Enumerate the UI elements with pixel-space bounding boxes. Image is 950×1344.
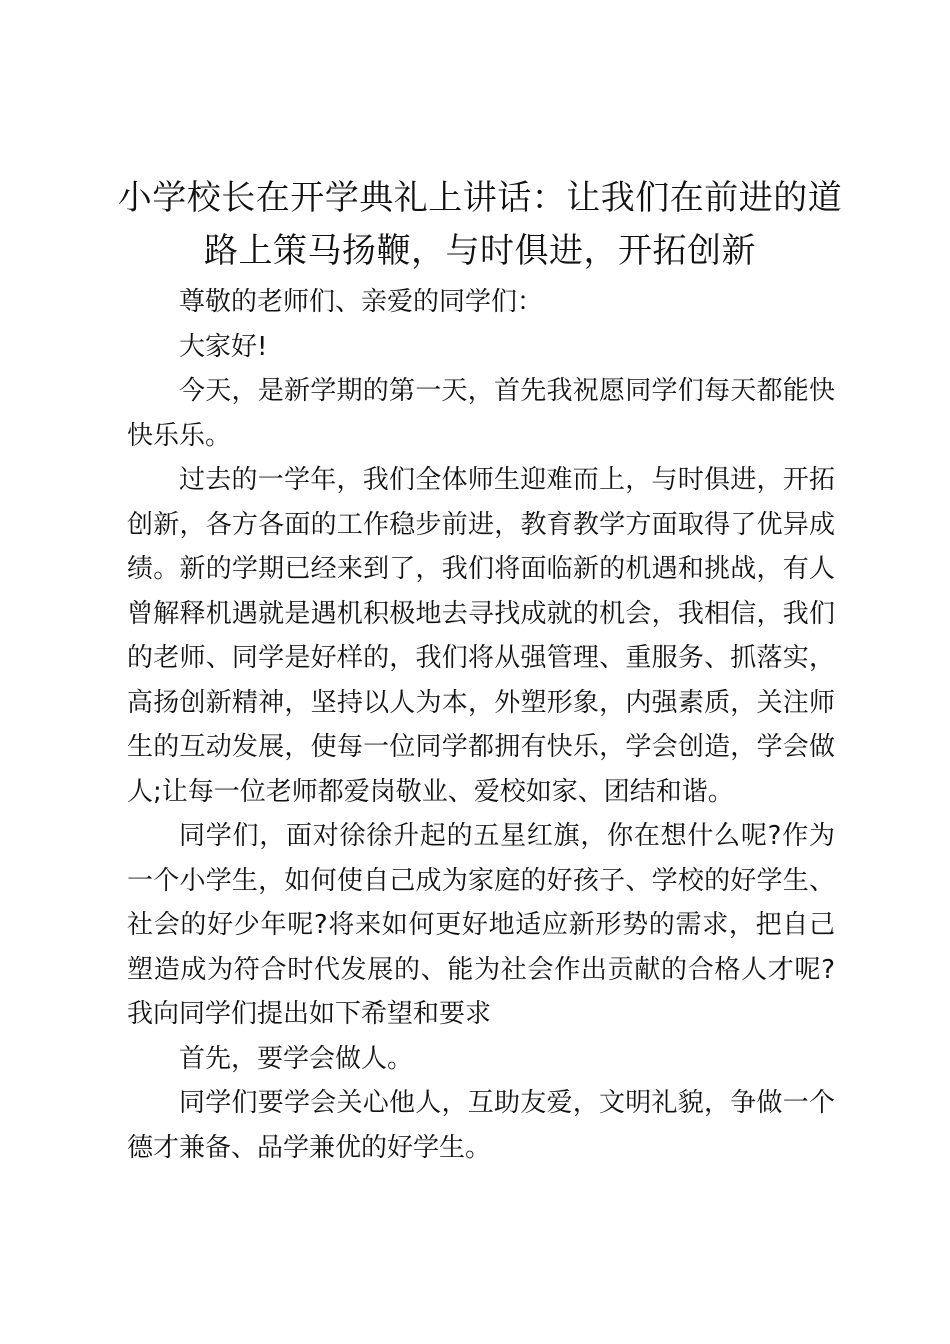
body-paragraph: 同学们，面对徐徐升起的五星红旗，你在想什么呢?作为一个小学生，如何使自己成为家庭的好孩子、学校的好学生、社会的好少年呢?将来如何更好地适应新形势的需求，把自己塑造成为符合时代发展的、能为社会作出贡献的合格人才呢?我向同学们提出如下希望和要求 bbox=[127, 821, 835, 1029]
body-paragraph: 今天，是新学期的第一天，首先我祝愿同学们每天都能快快乐乐。 bbox=[127, 376, 835, 451]
body-paragraph: 同学们要学会关心他人，互助友爱，文明礼貌，争做一个德才兼备、品学兼优的好学生。 bbox=[127, 1088, 835, 1163]
salutation-paragraph: 尊敬的老师们、亲爱的同学们： bbox=[179, 287, 544, 317]
document-title: 小学校长在开学典礼上讲话：让我们在前进的道路上策马扬鞭，与时俱进，开拓创新 bbox=[117, 178, 843, 271]
greeting-paragraph: 大家好! bbox=[179, 331, 268, 362]
section-heading-paragraph: 首先，要学会做人。 bbox=[179, 1043, 414, 1074]
body-paragraph: 过去的一学年，我们全体师生迎难而上，与时俱进，开拓创新，各方各面的工作稳步前进，教育教学方面取得了优异成绩。新的学期已经来到了，我们将面临新的机遇和挑战，有人曾解释机遇就是遇机积极地去寻找成就的机会，我相信，我们的老师、同学是好样的，我们将从强管理、重服务、抓落实，高扬创新精神，坚持以人为本，外塑形象，内强素质，关注师生的互动发展，使每一位同学都拥有快乐，学会创造，学会做人;让每一位老师都爱岗敬业、爱校如家、团结和谐。 bbox=[127, 465, 835, 807]
document-body bbox=[127, 280, 835, 1170]
